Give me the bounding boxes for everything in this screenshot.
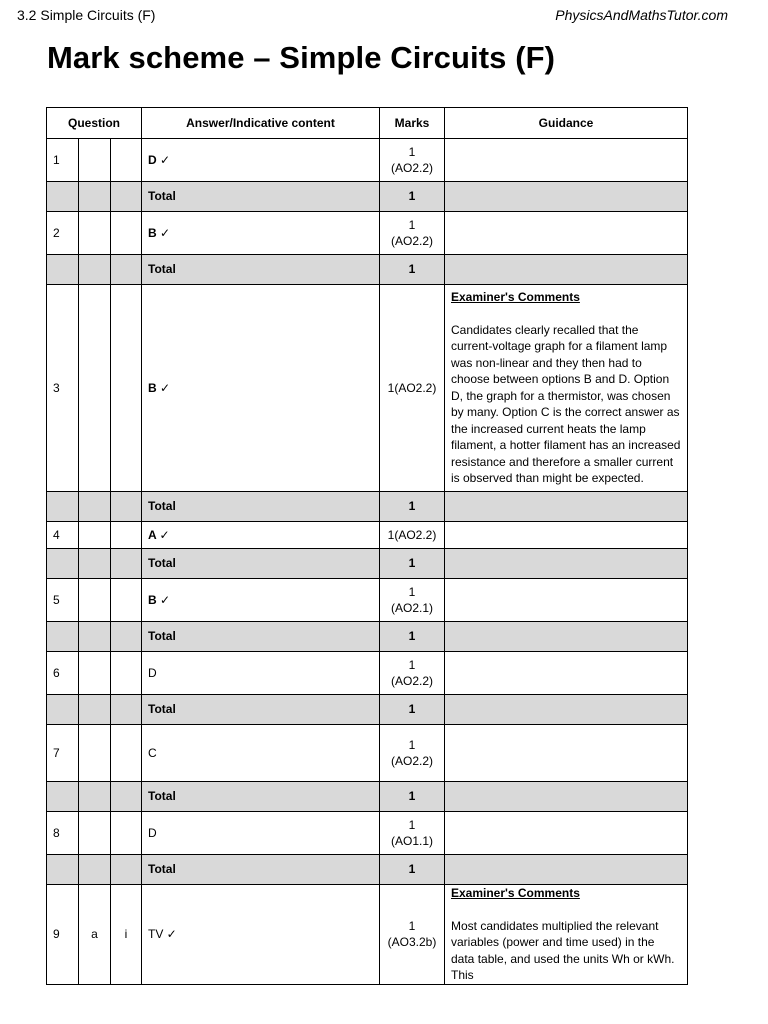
question-part <box>79 652 111 695</box>
question-part <box>79 579 111 622</box>
total-label: Total <box>142 549 380 579</box>
marks-value: 1 <box>408 217 416 232</box>
marks-cell <box>380 885 445 985</box>
marks-cell <box>380 725 445 782</box>
marks-ao: (AO2.2) <box>390 234 433 248</box>
question-subpart: i <box>111 885 142 985</box>
question-subpart <box>111 522 142 549</box>
total-marks: 1 <box>380 782 445 812</box>
question-subpart <box>111 139 142 182</box>
total-row <box>47 182 688 212</box>
table-row <box>47 885 688 985</box>
marks-ao: (AO2.2) <box>390 754 433 768</box>
examiners-comments-heading: Examiner's Comments <box>451 290 580 305</box>
marks-value: 1 <box>408 918 416 933</box>
marks-value: 1 <box>408 584 416 599</box>
question-number: 8 <box>47 812 79 855</box>
marks-ao: (AO1.1) <box>390 834 433 848</box>
header-marks: Marks <box>380 108 445 139</box>
total-label: Total <box>142 255 380 285</box>
question-number: 1 <box>47 139 79 182</box>
marks-cell <box>380 812 445 855</box>
answer-cell: TV ✓ <box>142 885 380 985</box>
table-row <box>47 725 688 782</box>
marks-cell: 1(AO2.2) <box>380 522 445 549</box>
question-part <box>79 812 111 855</box>
total-row <box>47 492 688 522</box>
table-header-row <box>47 108 688 139</box>
guidance-cell <box>445 885 688 985</box>
answer-cell: B ✓ <box>142 579 380 622</box>
table-row <box>47 139 688 182</box>
question-part <box>79 285 111 492</box>
guidance-cell <box>445 725 688 782</box>
guidance-cell <box>445 812 688 855</box>
total-label: Total <box>142 622 380 652</box>
examiners-comments-heading: Examiner's Comments <box>451 886 580 900</box>
question-part <box>79 212 111 255</box>
total-marks: 1 <box>380 255 445 285</box>
examiners-comments-text: Candidates clearly recalled that the current-voltage graph for a filament lamp was non-linear and they then had to choose between options B and D. Option D, the graph for a thermistor, was chosen by many. Option C is the correct answer as the increased current heats the lamp filament, a hotter filament has an increased resistance and therefore a smaller current is observed than might be expected. <box>451 322 681 486</box>
total-label: Total <box>142 855 380 885</box>
header-answer: Answer/Indicative content <box>142 108 380 139</box>
table-row <box>47 212 688 255</box>
question-part <box>79 725 111 782</box>
guidance-cell <box>445 579 688 622</box>
marks-value: 1 <box>408 817 416 832</box>
examiners-comments-text: Most candidates multiplied the relevant variables (power and time used) in the data table, and used the units Wh or kWh. This <box>451 918 675 982</box>
guidance-cell <box>445 522 688 549</box>
question-number: 7 <box>47 725 79 782</box>
marks-value: 1 <box>408 657 416 672</box>
question-part <box>79 522 111 549</box>
total-label: Total <box>142 782 380 812</box>
header-section-label: 3.2 Simple Circuits (F) <box>17 7 156 23</box>
total-row <box>47 549 688 579</box>
total-label: Total <box>142 695 380 725</box>
question-number: 4 <box>47 522 79 549</box>
total-marks: 1 <box>380 549 445 579</box>
total-marks: 1 <box>380 622 445 652</box>
guidance-cell <box>445 212 688 255</box>
question-subpart <box>111 579 142 622</box>
header-question: Question <box>47 108 142 139</box>
table-row <box>47 652 688 695</box>
page-title: Mark scheme – Simple Circuits (F) <box>47 40 556 75</box>
total-marks: 1 <box>380 695 445 725</box>
table-row <box>47 285 688 492</box>
question-number: 3 <box>47 285 79 492</box>
marks-cell: 1(AO2.2) <box>380 285 445 492</box>
answer-cell: B ✓ <box>142 212 380 255</box>
answer-cell: D <box>142 652 380 695</box>
total-label: Total <box>142 182 380 212</box>
table-row <box>47 579 688 622</box>
marks-ao: (AO2.2) <box>390 161 433 175</box>
marks-ao: (AO3.2b) <box>387 935 437 950</box>
answer-cell: A ✓ <box>142 522 380 549</box>
total-row <box>47 855 688 885</box>
answer-cell: C <box>142 725 380 782</box>
marks-value: 1 <box>408 144 416 159</box>
header-site-name: PhysicsAndMathsTutor.com <box>555 7 728 23</box>
question-subpart <box>111 285 142 492</box>
marks-cell <box>380 652 445 695</box>
marks-ao: (AO2.1) <box>390 601 433 615</box>
question-subpart <box>111 725 142 782</box>
question-subpart <box>111 212 142 255</box>
total-row <box>47 695 688 725</box>
answer-cell: D <box>142 812 380 855</box>
answer-cell: D ✓ <box>142 139 380 182</box>
guidance-cell <box>445 285 688 492</box>
total-marks: 1 <box>380 492 445 522</box>
marks-ao: (AO2.2) <box>390 674 433 688</box>
mark-scheme-table <box>46 107 688 985</box>
guidance-cell <box>445 139 688 182</box>
marks-cell <box>380 212 445 255</box>
total-marks: 1 <box>380 855 445 885</box>
question-subpart <box>111 652 142 695</box>
question-number: 6 <box>47 652 79 695</box>
total-row <box>47 622 688 652</box>
question-subpart <box>111 812 142 855</box>
question-number: 9 <box>47 885 79 985</box>
answer-cell: B ✓ <box>142 285 380 492</box>
table-row <box>47 522 688 549</box>
table-row <box>47 812 688 855</box>
total-marks: 1 <box>380 182 445 212</box>
question-part: a <box>79 885 111 985</box>
question-number: 2 <box>47 212 79 255</box>
total-row <box>47 782 688 812</box>
total-row <box>47 255 688 285</box>
marks-value: 1 <box>408 737 416 752</box>
page-header <box>17 7 728 25</box>
question-part <box>79 139 111 182</box>
question-number: 5 <box>47 579 79 622</box>
marks-cell <box>380 139 445 182</box>
marks-cell <box>380 579 445 622</box>
total-label: Total <box>142 492 380 522</box>
guidance-cell <box>445 652 688 695</box>
header-guidance: Guidance <box>445 108 688 139</box>
